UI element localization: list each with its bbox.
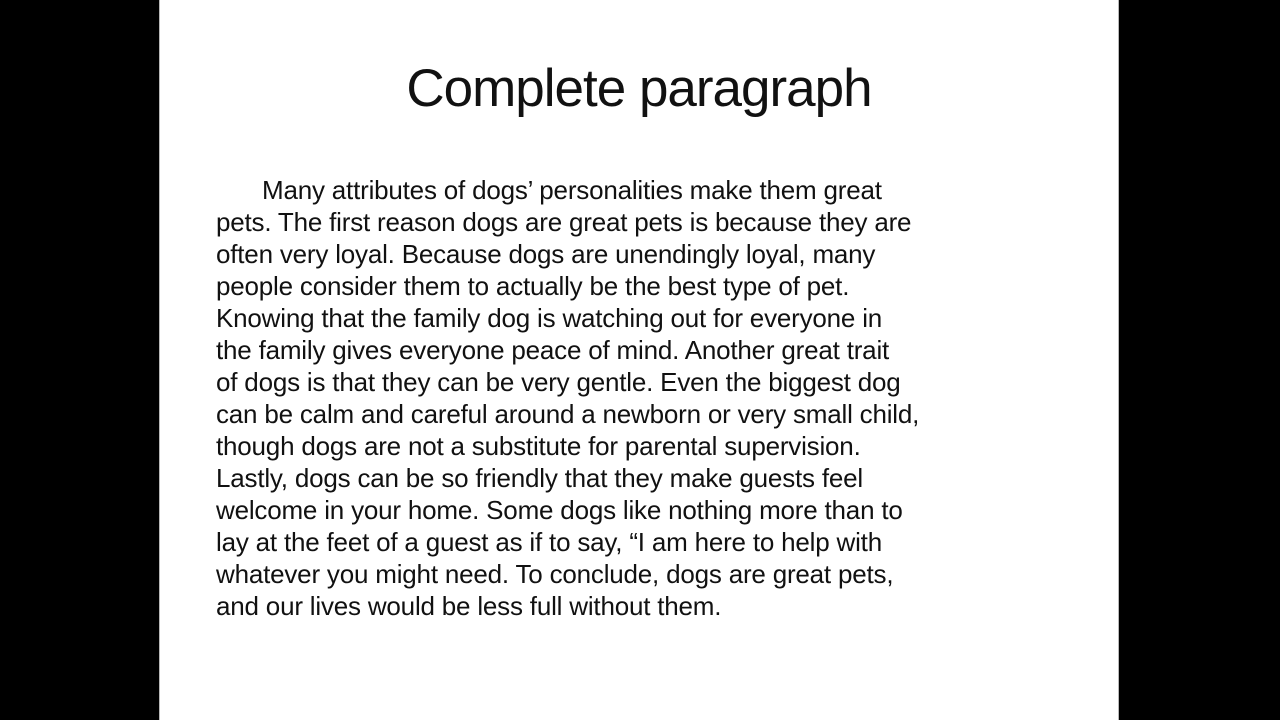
- slide: [159, 0, 1119, 720]
- paragraph-line: Lastly, dogs can be so friendly that they make guests feel: [216, 463, 863, 493]
- paragraph-line: whatever you might need. To conclude, dogs are great pets,: [216, 559, 894, 589]
- slide-title: Complete paragraph: [406, 59, 872, 118]
- letterbox-left: [0, 0, 159, 720]
- paragraph-line: people consider them to actually be the best type of pet.: [216, 271, 850, 301]
- paragraph-line: though dogs are not a substitute for parental supervision.: [216, 431, 861, 461]
- paragraph-line: and our lives would be less full without them.: [216, 591, 722, 621]
- paragraph-line: the family gives everyone peace of mind. Another great trait: [216, 335, 890, 365]
- letterbox-right: [1119, 0, 1280, 720]
- paragraph: [216, 174, 1086, 622]
- paragraph-line: welcome in your home. Some dogs like nothing more than to: [216, 495, 903, 525]
- paragraph-line: pets. The first reason dogs are great pets is because they are: [216, 207, 912, 237]
- paragraph-line: can be calm and careful around a newborn or very small child,: [216, 399, 920, 429]
- paragraph-line: of dogs is that they can be very gentle. Even the biggest dog: [216, 367, 901, 397]
- paragraph-line: often very loyal. Because dogs are unendingly loyal, many: [216, 239, 876, 269]
- paragraph-line: Many attributes of dogs’ personalities make them great: [262, 175, 882, 205]
- paragraph-line: Knowing that the family dog is watching out for everyone in: [216, 303, 883, 333]
- paragraph-line: lay at the feet of a guest as if to say, “I am here to help with: [216, 527, 882, 557]
